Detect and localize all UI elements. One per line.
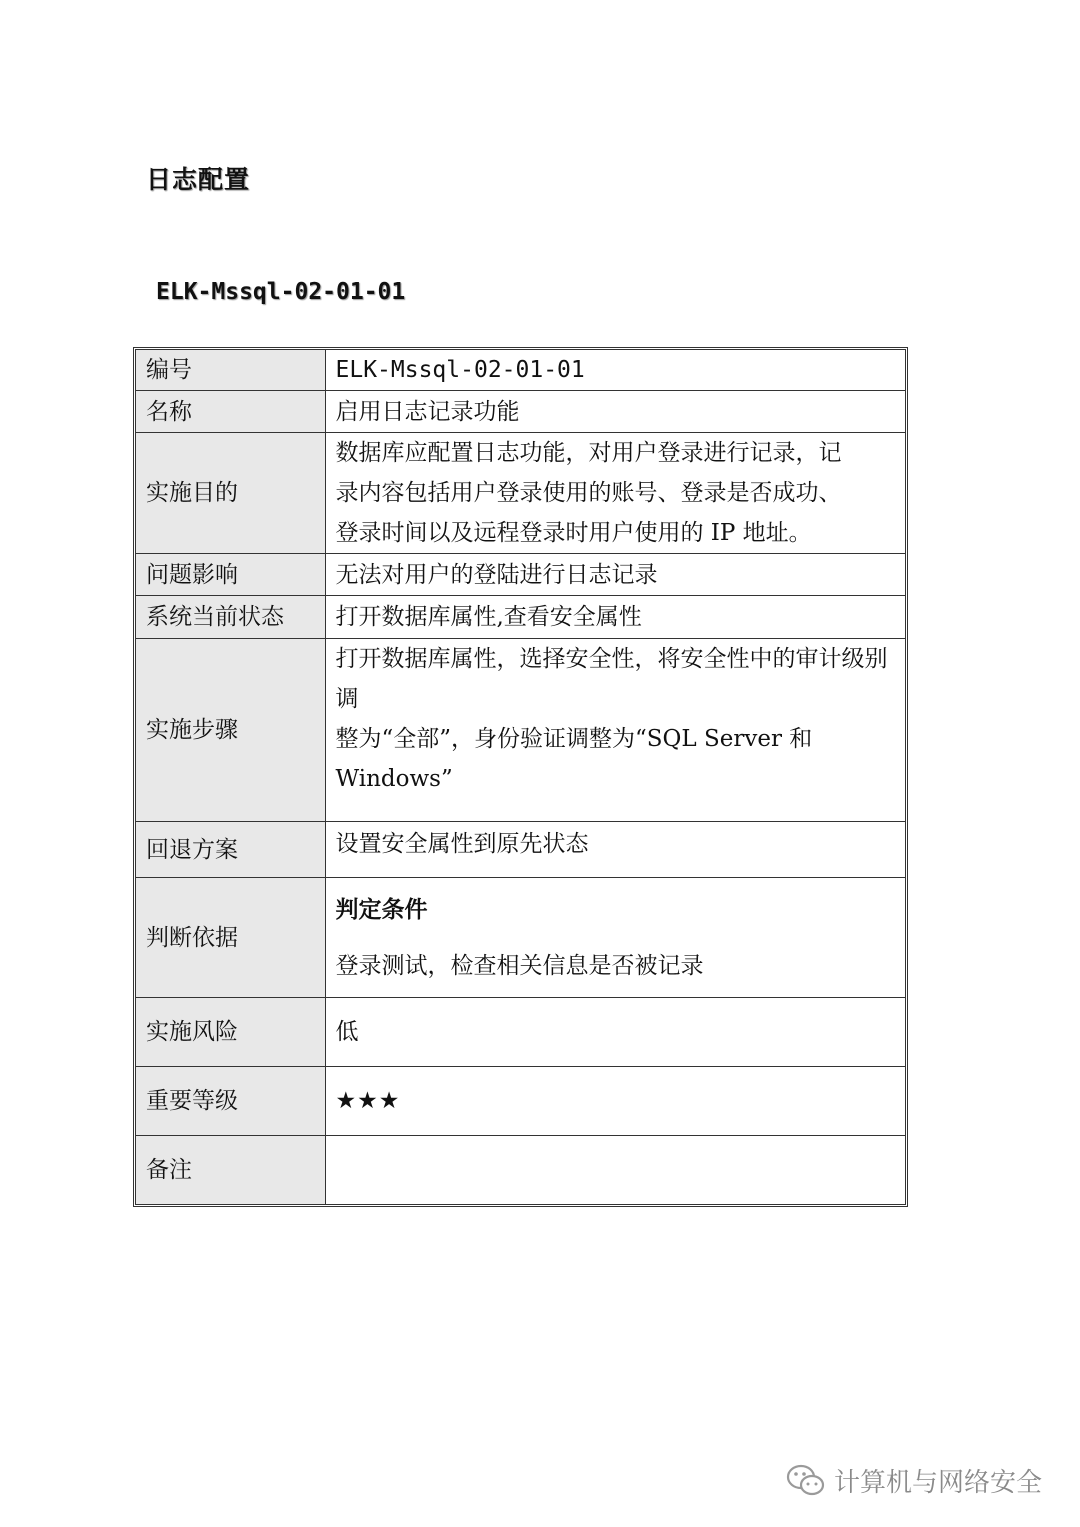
- row-label: 备注: [136, 1136, 325, 1204]
- row-label: 系统当前状态: [136, 596, 325, 639]
- item-code-heading: ELK-Mssql-02-01-01: [156, 279, 406, 305]
- steps-line: 打开数据库属性，选择安全性，将安全性中的审计级别调: [335, 646, 888, 712]
- table-row-importance: [136, 1067, 905, 1136]
- table-row-steps: [136, 639, 905, 822]
- row-label: 实施风险: [136, 998, 325, 1067]
- purpose-line: 登录时间以及远程登录时用户使用的 IP 地址。: [335, 520, 812, 546]
- section-title: 日志配置: [146, 165, 251, 194]
- row-label: 实施步骤: [136, 639, 325, 822]
- table-row-name: [136, 391, 905, 433]
- row-value: [325, 1136, 905, 1204]
- purpose-line: 录内容包括用户登录使用的账号、登录是否成功、: [335, 480, 842, 506]
- purpose-line: 数据库应配置日志功能，对用户登录进行记录，记: [335, 440, 842, 466]
- table-row-impact: [136, 554, 905, 596]
- importance-stars: ★★★: [325, 1067, 905, 1136]
- table-row-id: [136, 350, 905, 391]
- table-row-criteria: [136, 878, 905, 998]
- row-value: 低: [325, 998, 905, 1067]
- table-row-current-state: [136, 596, 905, 639]
- row-label: 实施目的: [136, 433, 325, 554]
- table-row-rollback: [136, 822, 905, 878]
- row-value: [325, 639, 905, 822]
- row-label: 名称: [136, 391, 325, 433]
- row-value: [325, 878, 905, 998]
- row-label: 判断依据: [136, 878, 325, 998]
- table-row-risk: [136, 998, 905, 1067]
- wechat-icon: [786, 1464, 826, 1498]
- row-label: 编号: [136, 350, 325, 391]
- row-label: 问题影响: [136, 554, 325, 596]
- watermark: [786, 1462, 1042, 1499]
- table-row-notes: [136, 1136, 905, 1204]
- row-value: 设置安全属性到原先状态: [325, 822, 905, 878]
- row-value: 无法对用户的登陆进行日志记录: [325, 554, 905, 596]
- row-value: ELK-Mssql-02-01-01: [325, 350, 905, 391]
- criteria-text: 登录测试，检查相关信息是否被记录: [335, 952, 704, 979]
- row-value: 打开数据库属性,查看安全属性: [325, 596, 905, 639]
- table-row-purpose: [136, 433, 905, 554]
- watermark-text: 计算机与网络安全: [833, 1468, 1042, 1498]
- spec-table: [133, 347, 908, 1207]
- criteria-heading: 判定条件: [335, 896, 428, 923]
- row-value: 启用日志记录功能: [325, 391, 905, 433]
- row-value: [325, 433, 905, 554]
- steps-line: 整为“全部”，身份验证调整为“SQL Server 和 Windows”: [335, 726, 813, 792]
- row-label: 重要等级: [136, 1067, 325, 1136]
- row-label: 回退方案: [136, 822, 325, 878]
